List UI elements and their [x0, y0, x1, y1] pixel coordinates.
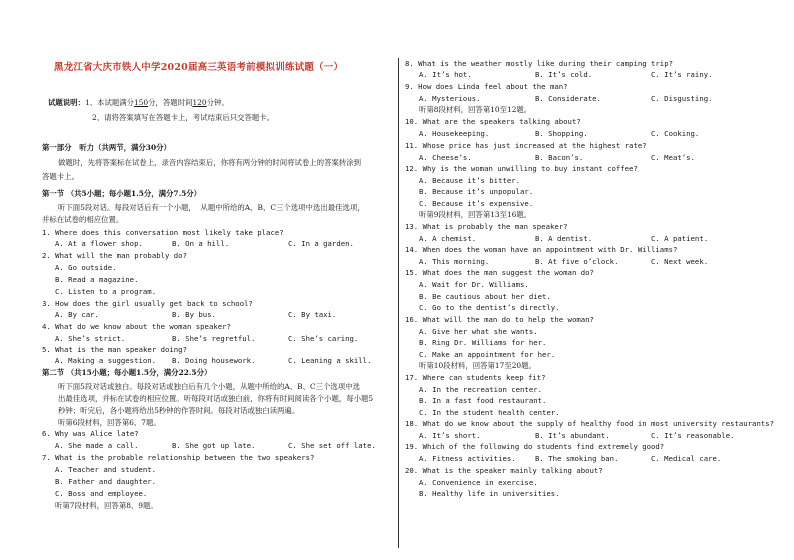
option-1b: B. On a hill.	[172, 239, 230, 248]
option-18c: C. It’s reasonable.	[651, 431, 735, 440]
option-19c: C. Medical care.	[651, 454, 722, 463]
option-15b: B. Be cautious about her diet.	[419, 292, 551, 301]
option-10b: B. Shopping.	[535, 129, 588, 138]
question-4: 4. What do we know about the woman speaker?	[42, 322, 231, 331]
option-12a: A. Because it’s bitter.	[419, 176, 521, 185]
option-1c: C. In a garden.	[288, 239, 354, 248]
option-3b: B. By bus.	[172, 310, 216, 319]
option-18b: B. It’s abundant.	[535, 431, 610, 440]
question-15: 15. What does the man suggest the woman do?	[405, 268, 594, 277]
question-20: 20. What is the speaker mainly talking about?	[405, 466, 603, 475]
option-13c: C. A patient.	[651, 234, 709, 243]
option-16c: C. Make an appointment for her.	[419, 350, 556, 359]
option-12c: C. Because it’s expensive.	[419, 199, 534, 208]
option-11a: A. Cheese’s.	[419, 153, 472, 162]
option-17b: B. In a fast food restaurant.	[419, 396, 547, 405]
option-11b: B. Bacon’s.	[535, 153, 584, 162]
option-5c: C. Leaning a skill.	[288, 356, 372, 365]
option-9a: A. Mysterious.	[419, 94, 481, 103]
section2-heading: 第二节 （共15小题；每小题1.5分，满分22.5分）	[42, 368, 212, 377]
option-17a: A. In the recreation center.	[419, 385, 543, 394]
option-6c: C. She set off late.	[288, 441, 376, 450]
question-13: 13. What is probably the man speaker?	[405, 222, 568, 231]
option-2c: C. Listen to a program.	[55, 287, 157, 296]
option-10a: A. Housekeeping.	[419, 129, 490, 138]
option-16a: A. Give her what she wants.	[419, 327, 538, 336]
question-10: 10. What are the speakers talking about?	[405, 117, 581, 126]
section2-intro: 听下面5段对话或独白。每段对话或独白后有几个小题，从题中所给的A、B、C三个选项中选	[58, 382, 360, 391]
question-14: 14. When does the woman have an appointment with Dr. Williams?	[405, 245, 678, 254]
question-18: 18. What do we know about the supply of healthy food in most university restaurants?	[405, 419, 775, 428]
option-8a: A. It’s hot.	[419, 70, 472, 79]
question-17: 17. Where can students keep fit?	[405, 373, 546, 382]
option-3c: C. By taxi.	[288, 310, 337, 319]
question-2: 2. What will the man probably do?	[42, 251, 187, 260]
option-14a: A. This morning.	[419, 257, 490, 266]
section2-intro: 秒钟；听完后，各小题将给出5秒钟的作答时间。每段对话或独白读两遍。	[58, 406, 300, 415]
option-6b: B. She got up late.	[172, 441, 256, 450]
option-19a: A. Fitness activities.	[419, 454, 516, 463]
option-14c: C. Next week.	[651, 257, 709, 266]
section2-intro: 出最佳选项，并标在试卷的相应位置。听每段对话或独白前，你将有时间阅读各个小题，每小题5	[58, 394, 374, 403]
question-7: 7. What is the probable relationship between the two speakers?	[42, 453, 315, 462]
option-9b: B. Considerate.	[535, 94, 601, 103]
option-3a: A. By car.	[55, 310, 99, 319]
option-15a: A. Wait for Dr. Williams.	[419, 280, 529, 289]
question-8: 8. What is the weather mostly like during their camping trip?	[405, 59, 673, 68]
question-16: 16. What will the man do to help the woman?	[405, 315, 594, 324]
option-17c: C. In the student health center.	[419, 408, 560, 417]
option-13b: B. A dentist.	[535, 234, 593, 243]
option-8c: C. It’s rainy.	[651, 70, 713, 79]
option-19b: B. The smoking ban.	[535, 454, 619, 463]
option-1a: A. At a flower shop.	[55, 239, 143, 248]
column-divider	[398, 58, 399, 548]
part1-intro: 答题卡上。	[42, 172, 79, 181]
option-10c: C. Cooking.	[651, 129, 700, 138]
option-14b: B. At five o’clock.	[535, 257, 619, 266]
instructions-line1: 试题说明：1、本试题满分150分，答题时间120分钟。	[48, 98, 229, 107]
material-note: 听第9段材料，回答第13至16题。	[419, 210, 532, 219]
option-2a: A. Go outside.	[55, 263, 117, 272]
material-note: 听第8段材料，回答第10至12题。	[419, 105, 532, 114]
instructions-line2: 2、请将答案填写在答题卡上，考试结束后只交答题卡。	[92, 113, 275, 122]
option-16b: B. Ring Dr. Williams for her.	[419, 338, 547, 347]
option-8b: B. It’s cold.	[535, 70, 593, 79]
option-6a: A. She made a call.	[55, 441, 139, 450]
option-5a: A. Making a suggestion.	[55, 356, 157, 365]
section1-intro: 听下面5段对话。每段对话后有一个小题， 从题中所给的A、B、C三个选项中选出最佳选项，	[58, 203, 365, 212]
question-19: 19. Which of the following do students find extremely good?	[405, 442, 665, 451]
option-11c: C. Meat’s.	[651, 153, 695, 162]
option-20b: B. Healthy life in universities.	[419, 489, 560, 498]
question-11: 11. Whose price has just increased at the highest rate?	[405, 141, 647, 150]
question-9: 9. How does Linda feel about the man?	[405, 82, 568, 91]
option-12b: B. Because it’s unpopular.	[419, 187, 534, 196]
option-13a: A. A chemist.	[419, 234, 477, 243]
question-3: 3. How does the girl usually get back to school?	[42, 299, 253, 308]
option-4a: A. She’s strict.	[55, 334, 126, 343]
option-9c: C. Disgusting.	[651, 94, 713, 103]
material-note: 听第6段材料，回答第6、7题。	[58, 418, 161, 427]
section1-intro: 并标在试卷的相应位置。	[42, 215, 124, 224]
question-5: 5. What is the man speaker doing?	[42, 345, 187, 354]
material-note: 听第10段材料，回答第17至20题。	[419, 361, 536, 370]
option-15c: C. Go to the dentist’s directly.	[419, 303, 560, 312]
part1-heading: 第一部分 听力（共两节，满分30分）	[42, 143, 171, 152]
option-20a: A. Convenience in exercise.	[419, 478, 538, 487]
option-7c: C. Boss and employee.	[55, 489, 148, 498]
option-7a: A. Teacher and student.	[55, 465, 157, 474]
question-6: 6. Why was Alice late?	[42, 429, 139, 438]
option-7b: B. Father and daughter.	[55, 477, 157, 486]
section1-heading: 第一节 （共5小题；每小题1.5分，满分7.5分）	[42, 189, 202, 198]
part1-intro: 做题时，先将答案标在试卷上，录音内容结束后，你将有两分钟的时间将试卷上的答案转涂到	[58, 158, 362, 167]
option-4c: C. She’s caring.	[288, 334, 359, 343]
option-4b: B. She’s regretful.	[172, 334, 256, 343]
question-1: 1. Where does this conversation most likely take place?	[42, 228, 284, 237]
question-12: 12. Why is the woman unwilling to buy instant coffee?	[405, 164, 638, 173]
material-note: 听第7段材料，回答第8、9题。	[55, 501, 158, 510]
exam-title: 黑龙江省大庆市铁人中学2020届高三英语考前模拟训练试题（一）	[54, 62, 344, 73]
option-18a: A. It’s short.	[419, 431, 481, 440]
option-2b: B. Read a magazine.	[55, 275, 139, 284]
option-5b: B. Doing housework.	[172, 356, 256, 365]
